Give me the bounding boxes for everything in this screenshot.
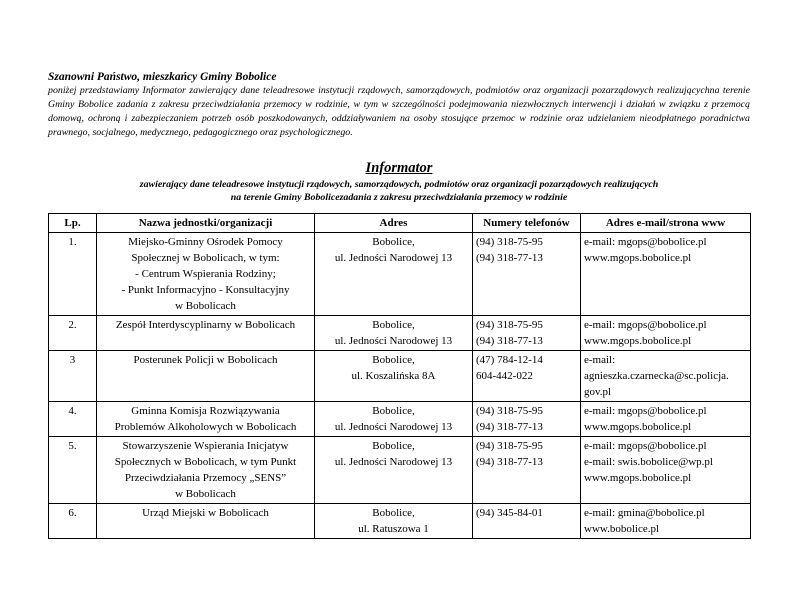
institutions-table: [48, 213, 751, 539]
cell-name: [97, 233, 315, 316]
cell-lp: 6.: [49, 504, 97, 539]
table-header-row: [49, 214, 751, 233]
cell-contact-line: gov.pl: [584, 386, 612, 398]
cell-name-line: Problemów Alkoholowych w Bobolicach: [114, 421, 297, 433]
cell-contact-line: e-mail: mgops@bobolice.pl: [584, 236, 707, 248]
cell-address-line: ul. Jedności Narodowej 13: [334, 335, 453, 347]
table-row: [49, 402, 751, 437]
cell-address: [315, 316, 473, 351]
cell-address-line: Bobolice,: [372, 405, 415, 417]
header-name: Nazwa jednostki/organizacji: [97, 214, 315, 233]
cell-address: [315, 402, 473, 437]
table-body: [49, 233, 751, 539]
cell-phones: [473, 504, 581, 539]
cell-name-line: Przeciwdziałania Przemocy „SENS”: [124, 472, 287, 484]
cell-phones: [473, 437, 581, 504]
cell-contact: [581, 437, 751, 504]
cell-address-line: ul. Jedności Narodowej 13: [334, 456, 453, 468]
cell-name-line: Posterunek Policji w Bobolicach: [133, 354, 278, 366]
cell-name-line: Urząd Miejski w Bobolicach: [142, 507, 269, 519]
cell-address-line: Bobolice,: [372, 440, 415, 452]
cell-contact-line: www.mgops.bobolice.pl: [584, 472, 692, 484]
header-phones: Numery telefonów: [473, 214, 581, 233]
cell-address: [315, 437, 473, 504]
cell-address-line: ul. Koszalińska 8A: [351, 370, 436, 382]
cell-name: [97, 402, 315, 437]
cell-phones: [473, 351, 581, 402]
cell-address: [315, 351, 473, 402]
cell-contact: [581, 316, 751, 351]
cell-name-line: Społecznej w Bobolicach, w tym:: [131, 252, 280, 264]
cell-name-line: Stowarzyszenie Wspierania Inicjatyw: [122, 440, 289, 452]
cell-contact-line: www.bobolice.pl: [584, 523, 660, 535]
cell-phones: [473, 402, 581, 437]
cell-contact-line: e-mail: mgops@bobolice.pl: [584, 405, 707, 417]
cell-lp: 4.: [49, 402, 97, 437]
table-row: [49, 437, 751, 504]
cell-address-line: ul. Ratuszowa 1: [358, 523, 429, 535]
table-row: [49, 233, 751, 316]
cell-name-line: w Bobolicach: [175, 488, 236, 500]
table-row: [49, 316, 751, 351]
table-row: [49, 504, 751, 539]
cell-contact-line: www.mgops.bobolice.pl: [584, 421, 692, 433]
cell-contact-line: e-mail:: [584, 354, 616, 366]
cell-address-line: Bobolice,: [372, 507, 415, 519]
cell-name-line: Miejsko-Gminny Ośrodek Pomocy: [128, 236, 283, 248]
cell-name: [97, 316, 315, 351]
cell-name-line: Społecznych w Bobolicach, w tym Punkt: [114, 456, 297, 468]
cell-name-line: Zespół Interdyscyplinarny w Bobolicach: [115, 319, 296, 331]
cell-phones-line: (94) 318-75-95: [476, 405, 543, 417]
intro-paragraph: poniżej przedstawiamy Informator zawierający dane teleadresowe instytucji rządowych, samorządowych, podmiotów oraz organizacji pozarządowych realizującychna terenie Gminy Bobolice zadania z zakresu przeciwdziałania przemocy w rodzinie, w tym w szczególności podejmowania niezwłocznych interwencji i działań w związku z przemocą domową, ochroną i zabezpieczaniem potrzeb osób poszkodowanych, oddziaływaniem na osoby stosujące przemoc w rodzinie oraz udzielaniem nieodpłatnego poradnictwa prawnego, socjalnego, medycznego, pedagogicznego oraz psychologicznego.: [48, 85, 750, 138]
cell-name: [97, 437, 315, 504]
cell-contact-line: www.mgops.bobolice.pl: [584, 252, 692, 264]
cell-phones-line: (94) 318-75-95: [476, 319, 543, 331]
document-page: [48, 70, 750, 539]
cell-contact-line: agnieszka.czarnecka@sc.policja.: [584, 370, 729, 382]
greeting-heading: Szanowni Państwo, mieszkańcy Gminy Bobolice: [48, 71, 277, 83]
cell-phones: [473, 233, 581, 316]
cell-contact: [581, 233, 751, 316]
header-contact: Adres e-mail/strona www: [581, 214, 751, 233]
cell-contact-line: e-mail: mgops@bobolice.pl: [584, 440, 707, 452]
cell-address-line: ul. Jedności Narodowej 13: [334, 252, 453, 264]
cell-name-line: - Centrum Wspierania Rodziny;: [135, 268, 276, 280]
cell-contact-line: www.mgops.bobolice.pl: [584, 335, 692, 347]
cell-name: [97, 351, 315, 402]
cell-address-line: Bobolice,: [372, 319, 415, 331]
cell-phones-line: (94) 318-75-95: [476, 236, 543, 248]
informator-subtitle: [48, 178, 750, 204]
cell-contact: [581, 351, 751, 402]
cell-phones-line: (47) 784-12-14: [476, 354, 543, 366]
subtitle-line: na terenie Gminy Bobolicezadania z zakresu przeciwdziałania przemocy w rodzinie: [230, 192, 568, 203]
table-row: [49, 351, 751, 402]
header-address: Adres: [315, 214, 473, 233]
cell-contact: [581, 402, 751, 437]
cell-phones: [473, 316, 581, 351]
cell-name-line: w Bobolicach: [175, 300, 236, 312]
cell-contact-line: e-mail: gmina@bobolice.pl: [584, 507, 705, 519]
cell-phones-line: (94) 318-77-13: [476, 335, 543, 347]
cell-lp: 5.: [49, 437, 97, 504]
cell-phones-line: (94) 318-77-13: [476, 421, 543, 433]
subtitle-line: zawierający dane teleadresowe instytucji rządowych, samorządowych, podmiotów oraz organizacji pozarządowych realizujących: [139, 179, 659, 190]
cell-contact: [581, 504, 751, 539]
cell-contact-line: e-mail: mgops@bobolice.pl: [584, 319, 707, 331]
cell-phones-line: 604-442-022: [476, 370, 533, 382]
cell-lp: 2.: [49, 316, 97, 351]
cell-address-line: Bobolice,: [372, 354, 415, 366]
cell-address: [315, 233, 473, 316]
cell-name: [97, 504, 315, 539]
cell-address: [315, 504, 473, 539]
cell-phones-line: (94) 318-75-95: [476, 440, 543, 452]
cell-lp: 3: [49, 351, 97, 402]
cell-contact-line: e-mail: swis.bobolice@wp.pl: [584, 456, 713, 468]
cell-address-line: Bobolice,: [372, 236, 415, 248]
cell-phones-line: (94) 318-77-13: [476, 252, 543, 264]
cell-address-line: ul. Jedności Narodowej 13: [334, 421, 453, 433]
header-lp: Lp.: [49, 214, 97, 233]
cell-lp: 1.: [49, 233, 97, 316]
cell-name-line: Gminna Komisja Rozwiązywania: [131, 405, 280, 417]
cell-name-line: - Punkt Informacyjno - Konsultacyjny: [121, 284, 290, 296]
cell-phones-line: (94) 318-77-13: [476, 456, 543, 468]
cell-phones-line: (94) 345-84-01: [476, 507, 543, 519]
informator-title: Informator: [365, 160, 433, 176]
